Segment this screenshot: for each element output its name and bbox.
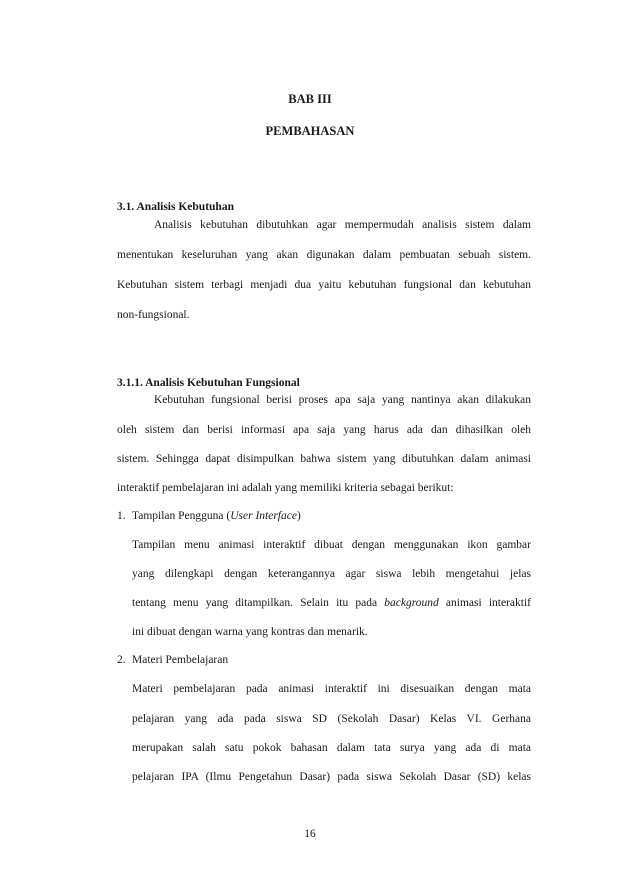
paragraph-line: Kebutuhan fungsional berisi proses apa saja yang nantinya akan dilakukan <box>154 394 531 406</box>
page-number: 16 <box>304 828 316 840</box>
section-heading-3-1: 3.1. Analisis Kebutuhan <box>117 200 234 213</box>
list-item-line: Tampilan menu animasi interaktif dibuat dengan menggunakan ikon gambar <box>132 539 531 551</box>
paragraph-line: sistem. Sehingga dapat disimpulkan bahwa sistem yang dibutuhkan dalam animasi <box>117 453 531 465</box>
section-heading-3-1-1: 3.1.1. Analisis Kebutuhan Fungsional <box>117 376 300 389</box>
chapter-title: PEMBAHASAN <box>265 124 355 138</box>
paragraph-line: non-fungsional. <box>117 309 190 321</box>
list-item-line: pelajaran IPA (Ilmu Pengetahun Dasar) pada siswa Sekolah Dasar (SD) kelas <box>132 771 531 783</box>
list-item-title-italic: User Interface <box>230 510 297 522</box>
list-marker: 2. <box>117 654 126 666</box>
list-item-line <box>132 596 531 610</box>
list-item-line: ini dibuat dengan warna yang kontras dan menarik. <box>132 626 368 638</box>
paragraph-line: oleh sistem dan berisi informasi apa saja yang harus ada dan dihasilkan oleh <box>117 424 531 436</box>
list-item-line: Materi pembelajaran pada animasi interaktif ini disesuaikan dengan mata <box>132 683 531 695</box>
list-item-line-text: tentang menu yang ditampilkan. Selain itu pada <box>132 597 385 609</box>
list-item-title-suffix: ) <box>296 510 301 522</box>
list-item-title <box>132 509 301 523</box>
list-item-line: pelajaran yang ada pada siswa SD (Sekolah Dasar) Kelas VI. Gerhana <box>132 713 531 725</box>
paragraph-line: Kebutuhan sistem terbagi menjadi dua yaitu kebutuhan fungsional dan kebutuhan <box>117 279 531 291</box>
paragraph-line: interaktif pembelajaran ini adalah yang memiliki kriteria sebagai berikut: <box>117 482 454 494</box>
list-item-line-suffix: animasi interaktif <box>438 597 531 609</box>
chapter-number: BAB III <box>288 92 332 106</box>
list-item-line: yang dilengkapi dengan keterangannya agar siswa lebih mengetahui jelas <box>132 568 531 580</box>
list-item-line-italic: background <box>384 597 439 609</box>
list-item-title: Materi Pembelajaran <box>132 654 229 666</box>
list-item-title-text: Tampilan Pengguna ( <box>132 510 231 522</box>
list-marker: 1. <box>117 510 126 522</box>
list-item-line: merupakan salah satu pokok bahasan dalam tata surya yang ada di mata <box>132 742 531 754</box>
paragraph-line: menentukan keseluruhan yang akan digunakan dalam pembuatan sebuah sistem. <box>117 249 531 261</box>
paragraph-line: Analisis kebutuhan dibutuhkan agar mempermudah analisis sistem dalam <box>154 219 531 231</box>
